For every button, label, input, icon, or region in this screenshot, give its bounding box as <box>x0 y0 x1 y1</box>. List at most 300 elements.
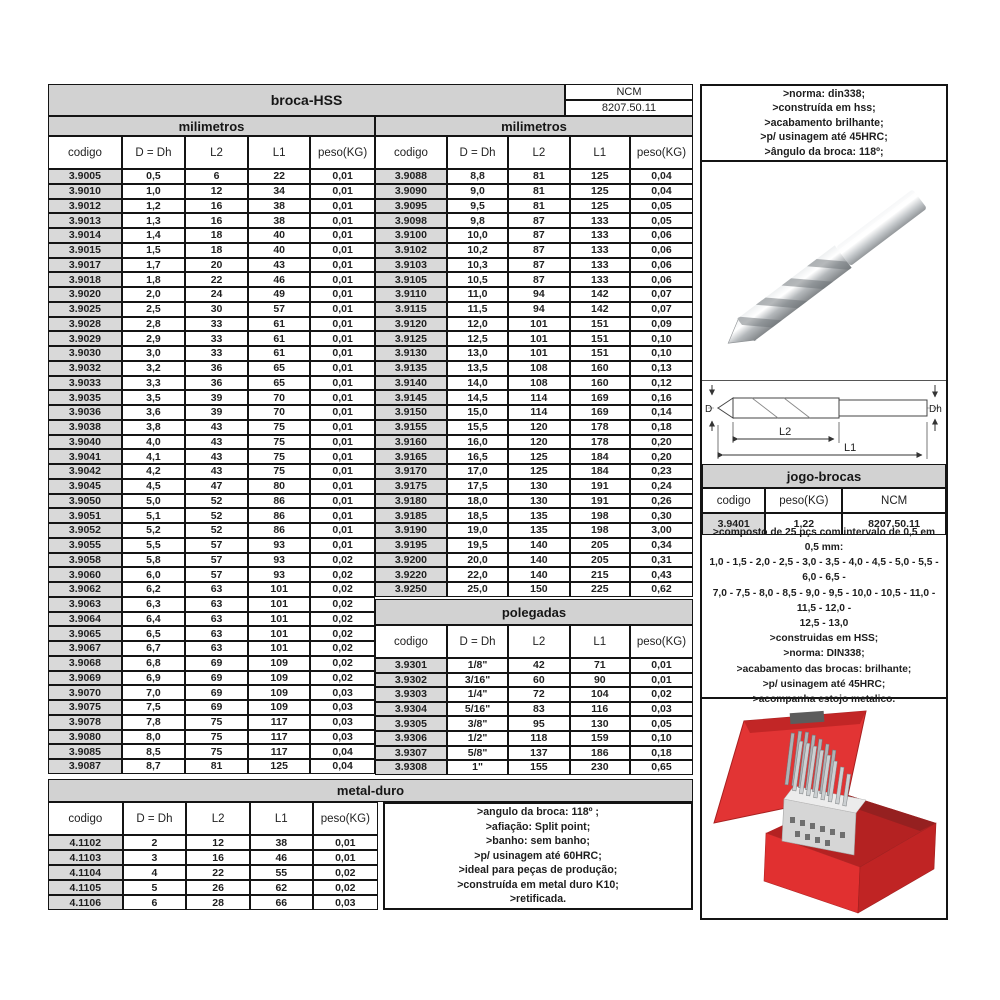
code-cell: 3.9180 <box>375 494 447 509</box>
value-cell: 0,02 <box>310 567 375 582</box>
value-cell: 0,02 <box>313 865 378 880</box>
code-cell: 3.9087 <box>48 759 122 774</box>
code-cell: 3.9025 <box>48 302 122 317</box>
table-row <box>375 184 693 199</box>
value-cell: 0,02 <box>310 612 375 627</box>
value-cell: 38 <box>250 835 313 850</box>
value-cell: 2,5 <box>122 302 185 317</box>
value-cell: 33 <box>185 346 248 361</box>
code-cell: 3.9303 <box>375 687 447 702</box>
value-cell: 137 <box>508 746 569 761</box>
right-panel <box>700 84 948 920</box>
value-cell: 4,2 <box>122 464 185 479</box>
value-cell: 18 <box>185 228 248 243</box>
value-cell: 0,02 <box>310 582 375 597</box>
table-row <box>375 435 693 450</box>
value-cell: 5,0 <box>122 494 185 509</box>
value-cell: 0,05 <box>630 213 693 228</box>
value-cell: 70 <box>248 405 310 420</box>
table-header-row <box>375 625 693 658</box>
table-row <box>48 865 378 880</box>
table-row <box>375 258 693 273</box>
value-cell: 55 <box>250 865 313 880</box>
value-cell: 160 <box>570 361 630 376</box>
value-cell: 186 <box>570 746 630 761</box>
code-cell: 4.1104 <box>48 865 123 880</box>
value-cell: 47 <box>185 479 248 494</box>
table-metal-duro <box>48 802 378 910</box>
value-cell: 93 <box>248 553 310 568</box>
value-cell: 0,01 <box>310 199 375 214</box>
value-cell: 133 <box>570 258 630 273</box>
value-cell: 0,06 <box>630 272 693 287</box>
value-cell: 22 <box>186 865 250 880</box>
code-cell: 3.9014 <box>48 228 122 243</box>
value-cell: 104 <box>570 687 630 702</box>
code-cell: 4.1105 <box>48 880 123 895</box>
value-cell: 0,02 <box>310 553 375 568</box>
value-cell: 109 <box>248 671 310 686</box>
table-row <box>48 538 375 553</box>
table-row <box>48 287 375 302</box>
value-cell: 6,7 <box>122 641 185 656</box>
text-line: >acabamento brilhante; <box>764 116 884 129</box>
value-cell: 63 <box>185 597 248 612</box>
value-cell: 184 <box>570 464 630 479</box>
value-cell: 101 <box>508 317 569 332</box>
value-cell: 101 <box>508 331 569 346</box>
code-cell: 3.9020 <box>48 287 122 302</box>
code-cell: 3.9051 <box>48 508 122 523</box>
value-cell: 0,02 <box>310 626 375 641</box>
column-header: L2 <box>185 136 248 169</box>
value-cell: 2,9 <box>122 331 185 346</box>
value-cell: 101 <box>248 582 310 597</box>
value-cell: 69 <box>185 656 248 671</box>
table-row <box>48 582 375 597</box>
value-cell: 26 <box>186 880 250 895</box>
table-row <box>375 658 693 673</box>
value-cell: 4 <box>123 865 187 880</box>
value-cell: 57 <box>185 567 248 582</box>
value-cell: 160 <box>570 376 630 391</box>
value-cell: 125 <box>508 464 569 479</box>
value-cell: 0,13 <box>630 361 693 376</box>
table-row <box>375 673 693 688</box>
value-cell: 0,03 <box>310 700 375 715</box>
value-cell: 0,03 <box>310 685 375 700</box>
value-cell: 9,5 <box>447 199 508 214</box>
value-cell: 12,0 <box>447 317 508 332</box>
value-cell: 43 <box>185 449 248 464</box>
value-cell: 61 <box>248 317 310 332</box>
code-cell: 3.9068 <box>48 656 122 671</box>
value-cell: 34 <box>248 184 310 199</box>
value-cell: 2,0 <box>122 287 185 302</box>
value-cell: 86 <box>248 523 310 538</box>
code-cell: 3.9052 <box>48 523 122 538</box>
text-line: >acompanha estojo metalico. <box>752 694 896 706</box>
value-cell: 0,01 <box>310 479 375 494</box>
value-cell: 0,01 <box>310 494 375 509</box>
value-cell: 0,12 <box>630 376 693 391</box>
column-header: D = Dh <box>447 136 508 169</box>
value-cell: 169 <box>570 405 630 420</box>
table-row <box>48 243 375 258</box>
value-cell: 0,02 <box>310 656 375 671</box>
code-cell: 3.9010 <box>48 184 122 199</box>
code-cell: 3.9120 <box>375 317 447 332</box>
table-row <box>48 850 378 865</box>
value-cell: 230 <box>570 760 630 775</box>
value-cell: 114 <box>508 405 569 420</box>
code-cell: 3.9195 <box>375 538 447 553</box>
value-cell: 18,5 <box>447 508 508 523</box>
section-header-polegadas: polegadas <box>375 599 693 625</box>
code-cell: 3.9250 <box>375 582 447 597</box>
value-cell: 1,0 <box>122 184 185 199</box>
table-row <box>375 346 693 361</box>
table-row <box>48 199 375 214</box>
value-cell: 0,06 <box>630 228 693 243</box>
value-cell: 20 <box>185 258 248 273</box>
code-cell: 3.9063 <box>48 597 122 612</box>
table-header-row <box>702 488 946 513</box>
table-row <box>375 538 693 553</box>
value-cell: 63 <box>185 612 248 627</box>
value-cell: 0,01 <box>310 243 375 258</box>
value-cell: 5/16" <box>447 702 508 717</box>
value-cell: 17,0 <box>447 464 508 479</box>
value-cell: 7,0 <box>122 685 185 700</box>
table-row <box>48 317 375 332</box>
value-cell: 36 <box>185 376 248 391</box>
table-row <box>375 464 693 479</box>
value-cell: 40 <box>248 243 310 258</box>
code-cell: 3.9060 <box>48 567 122 582</box>
value-cell: 30 <box>185 302 248 317</box>
value-cell: 65 <box>248 361 310 376</box>
value-cell: 117 <box>248 730 310 745</box>
value-cell: 120 <box>508 420 569 435</box>
section-header-jogo-brocas: jogo-brocas <box>702 464 946 488</box>
value-cell: 87 <box>508 272 569 287</box>
table-row <box>48 272 375 287</box>
value-cell: 52 <box>185 508 248 523</box>
value-cell: 40 <box>248 228 310 243</box>
table-row <box>48 331 375 346</box>
value-cell: 8207.50.11 <box>842 513 946 535</box>
value-cell: 1,7 <box>122 258 185 273</box>
value-cell: 38 <box>248 199 310 214</box>
value-cell: 71 <box>570 658 630 673</box>
text-line: >acabamento das brocas: brilhante; <box>736 663 912 675</box>
value-cell: 81 <box>185 759 248 774</box>
value-cell: 10,5 <box>447 272 508 287</box>
table-row <box>48 671 375 686</box>
value-cell: 52 <box>185 494 248 509</box>
value-cell: 0,01 <box>310 420 375 435</box>
value-cell: 6,2 <box>122 582 185 597</box>
code-cell: 3.9105 <box>375 272 447 287</box>
value-cell: 46 <box>248 272 310 287</box>
value-cell: 0,01 <box>310 184 375 199</box>
value-cell: 15,0 <box>447 405 508 420</box>
value-cell: 3,3 <box>122 376 185 391</box>
value-cell: 0,24 <box>630 479 693 494</box>
value-cell: 0,01 <box>310 272 375 287</box>
value-cell: 0,01 <box>310 317 375 332</box>
value-cell: 14,5 <box>447 390 508 405</box>
table-row <box>48 641 375 656</box>
code-cell: 3.9041 <box>48 449 122 464</box>
value-cell: 0,02 <box>310 641 375 656</box>
section-header-milimetros-right: milimetros <box>375 116 693 136</box>
code-cell: 3.9050 <box>48 494 122 509</box>
value-cell: 198 <box>570 523 630 538</box>
value-cell: 95 <box>508 716 569 731</box>
code-cell: 4.1102 <box>48 835 123 850</box>
code-cell: 3.9035 <box>48 390 122 405</box>
code-cell: 3.9055 <box>48 538 122 553</box>
text-line: >construída em metal duro K10; <box>457 878 619 891</box>
value-cell: 72 <box>508 687 569 702</box>
value-cell: 63 <box>185 641 248 656</box>
value-cell: 52 <box>185 523 248 538</box>
drill-set-case-illustration <box>702 699 946 918</box>
text-line: >angulo da broca: 118º ; <box>477 805 599 818</box>
value-cell: 36 <box>185 361 248 376</box>
value-cell: 87 <box>508 213 569 228</box>
value-cell: 12 <box>185 184 248 199</box>
code-cell: 3.9015 <box>48 243 122 258</box>
code-cell: 3.9067 <box>48 641 122 656</box>
value-cell: 19,0 <box>447 523 508 538</box>
value-cell: 10,3 <box>447 258 508 273</box>
code-cell: 3.9125 <box>375 331 447 346</box>
text-line: >norma: DIN338; <box>783 648 865 660</box>
value-cell: 38 <box>248 213 310 228</box>
hss-specs <box>702 86 946 162</box>
value-cell: 0,5 <box>122 169 185 184</box>
value-cell: 101 <box>508 346 569 361</box>
table-row <box>48 405 375 420</box>
value-cell: 6,3 <box>122 597 185 612</box>
value-cell: 0,06 <box>630 258 693 273</box>
table-row <box>48 361 375 376</box>
table-row <box>375 494 693 509</box>
value-cell: 101 <box>248 641 310 656</box>
table-row <box>375 746 693 761</box>
value-cell: 43 <box>185 464 248 479</box>
value-cell: 93 <box>248 538 310 553</box>
value-cell: 8,0 <box>122 730 185 745</box>
code-cell: 3.9401 <box>702 513 765 535</box>
value-cell: 81 <box>508 169 569 184</box>
value-cell: 151 <box>570 331 630 346</box>
value-cell: 2 <box>123 835 187 850</box>
value-cell: 0,01 <box>310 405 375 420</box>
code-cell: 3.9098 <box>375 213 447 228</box>
code-cell: 3.9078 <box>48 715 122 730</box>
value-cell: 6 <box>123 895 187 910</box>
text-line: >ideal para peças de produção; <box>458 864 618 877</box>
value-cell: 125 <box>248 759 310 774</box>
value-cell: 0,18 <box>630 746 693 761</box>
metal-duro-specs <box>383 802 693 910</box>
value-cell: 10,2 <box>447 243 508 258</box>
value-cell: 90 <box>570 673 630 688</box>
text-line: >p/ usinagem até 60HRC; <box>474 849 602 862</box>
value-cell: 205 <box>570 538 630 553</box>
code-cell: 3.9036 <box>48 405 122 420</box>
value-cell: 0,23 <box>630 464 693 479</box>
value-cell: 6,8 <box>122 656 185 671</box>
table-row <box>48 656 375 671</box>
section-header-milimetros-left: milimetros <box>48 116 375 136</box>
column-header: codigo <box>375 136 447 169</box>
code-cell: 3.9090 <box>375 184 447 199</box>
value-cell: 5,5 <box>122 538 185 553</box>
table-row <box>375 405 693 420</box>
value-cell: 11,0 <box>447 287 508 302</box>
value-cell: 109 <box>248 685 310 700</box>
table-milimetros-right <box>375 136 693 597</box>
column-header: L2 <box>508 136 569 169</box>
value-cell: 0,01 <box>310 346 375 361</box>
label-l2: L2 <box>779 426 792 438</box>
value-cell: 69 <box>185 685 248 700</box>
value-cell: 0,04 <box>310 759 375 774</box>
dimension-diagram-drawing <box>702 381 946 464</box>
table-row <box>375 169 693 184</box>
text-line: >construída em hss; <box>772 102 876 115</box>
value-cell: 125 <box>570 199 630 214</box>
code-cell: 3.9305 <box>375 716 447 731</box>
sheet-title: broca-HSS <box>48 84 565 116</box>
text-line: >afiação: Split point; <box>485 820 591 833</box>
table-row <box>375 376 693 391</box>
table-header-row <box>48 136 375 169</box>
value-cell: 108 <box>508 361 569 376</box>
value-cell: 65 <box>248 376 310 391</box>
value-cell: 0,05 <box>630 716 693 731</box>
value-cell: 94 <box>508 287 569 302</box>
value-cell: 16 <box>186 850 250 865</box>
text-line: 7,0 - 7,5 - 8,0 - 8,5 - 9,0 - 9,5 - 10,0 - 10,5 - 11,0 - 11,5 - 12,0 - <box>712 587 936 614</box>
value-cell: 140 <box>508 538 569 553</box>
value-cell: 33 <box>185 331 248 346</box>
value-cell: 49 <box>248 287 310 302</box>
value-cell: 3,00 <box>630 523 693 538</box>
code-cell: 3.9302 <box>375 673 447 688</box>
value-cell: 0,10 <box>630 731 693 746</box>
table-row <box>375 731 693 746</box>
value-cell: 133 <box>570 213 630 228</box>
value-cell: 101 <box>248 612 310 627</box>
value-cell: 75 <box>185 715 248 730</box>
value-cell: 10,0 <box>447 228 508 243</box>
code-cell: 3.9140 <box>375 376 447 391</box>
value-cell: 0,43 <box>630 567 693 582</box>
table-row <box>375 716 693 731</box>
value-cell: 0,34 <box>630 538 693 553</box>
column-header: NCM <box>842 488 946 513</box>
table-row <box>375 553 693 568</box>
value-cell: 6 <box>185 169 248 184</box>
value-cell: 81 <box>508 199 569 214</box>
table-row <box>375 567 693 582</box>
value-cell: 4,5 <box>122 479 185 494</box>
value-cell: 16 <box>185 213 248 228</box>
code-cell: 3.9075 <box>48 700 122 715</box>
value-cell: 0,01 <box>310 464 375 479</box>
value-cell: 0,10 <box>630 331 693 346</box>
value-cell: 5,1 <box>122 508 185 523</box>
value-cell: 12,5 <box>447 331 508 346</box>
value-cell: 83 <box>508 702 569 717</box>
value-cell: 5 <box>123 880 187 895</box>
text-line: >p/ usinagem até 45HRC; <box>762 678 886 690</box>
value-cell: 101 <box>248 597 310 612</box>
value-cell: 0,06 <box>630 243 693 258</box>
table-row <box>48 449 375 464</box>
value-cell: 198 <box>570 508 630 523</box>
value-cell: 6,5 <box>122 626 185 641</box>
value-cell: 70 <box>248 390 310 405</box>
label-l1: L1 <box>844 442 857 454</box>
table-body <box>48 835 378 910</box>
value-cell: 135 <box>508 523 569 538</box>
value-cell: 130 <box>508 479 569 494</box>
value-cell: 0,16 <box>630 390 693 405</box>
code-cell: 3.9307 <box>375 746 447 761</box>
value-cell: 24 <box>185 287 248 302</box>
section-header-metal-duro: metal-duro <box>48 779 693 802</box>
value-cell: 117 <box>248 715 310 730</box>
code-cell: 3.9013 <box>48 213 122 228</box>
code-cell: 3.9130 <box>375 346 447 361</box>
text-line: >ângulo da broca: 118º; <box>764 145 884 158</box>
table-row <box>48 730 375 745</box>
dimension-diagram <box>702 380 946 464</box>
table-row <box>375 331 693 346</box>
value-cell: 3,8 <box>122 420 185 435</box>
code-cell: 3.9029 <box>48 331 122 346</box>
value-cell: 0,07 <box>630 287 693 302</box>
value-cell: 0,01 <box>310 287 375 302</box>
value-cell: 33 <box>185 317 248 332</box>
code-cell: 3.9070 <box>48 685 122 700</box>
value-cell: 13,0 <box>447 346 508 361</box>
value-cell: 0,07 <box>630 302 693 317</box>
value-cell: 0,01 <box>310 508 375 523</box>
value-cell: 5,2 <box>122 523 185 538</box>
value-cell: 108 <box>508 376 569 391</box>
value-cell: 0,02 <box>313 880 378 895</box>
column-header: D = Dh <box>122 136 185 169</box>
table-row <box>48 508 375 523</box>
code-cell: 3.9045 <box>48 479 122 494</box>
value-cell: 18,0 <box>447 494 508 509</box>
value-cell: 0,09 <box>630 317 693 332</box>
value-cell: 140 <box>508 553 569 568</box>
table-row <box>48 626 375 641</box>
value-cell: 169 <box>570 390 630 405</box>
value-cell: 0,01 <box>310 213 375 228</box>
table-row <box>48 302 375 317</box>
value-cell: 0,03 <box>310 715 375 730</box>
